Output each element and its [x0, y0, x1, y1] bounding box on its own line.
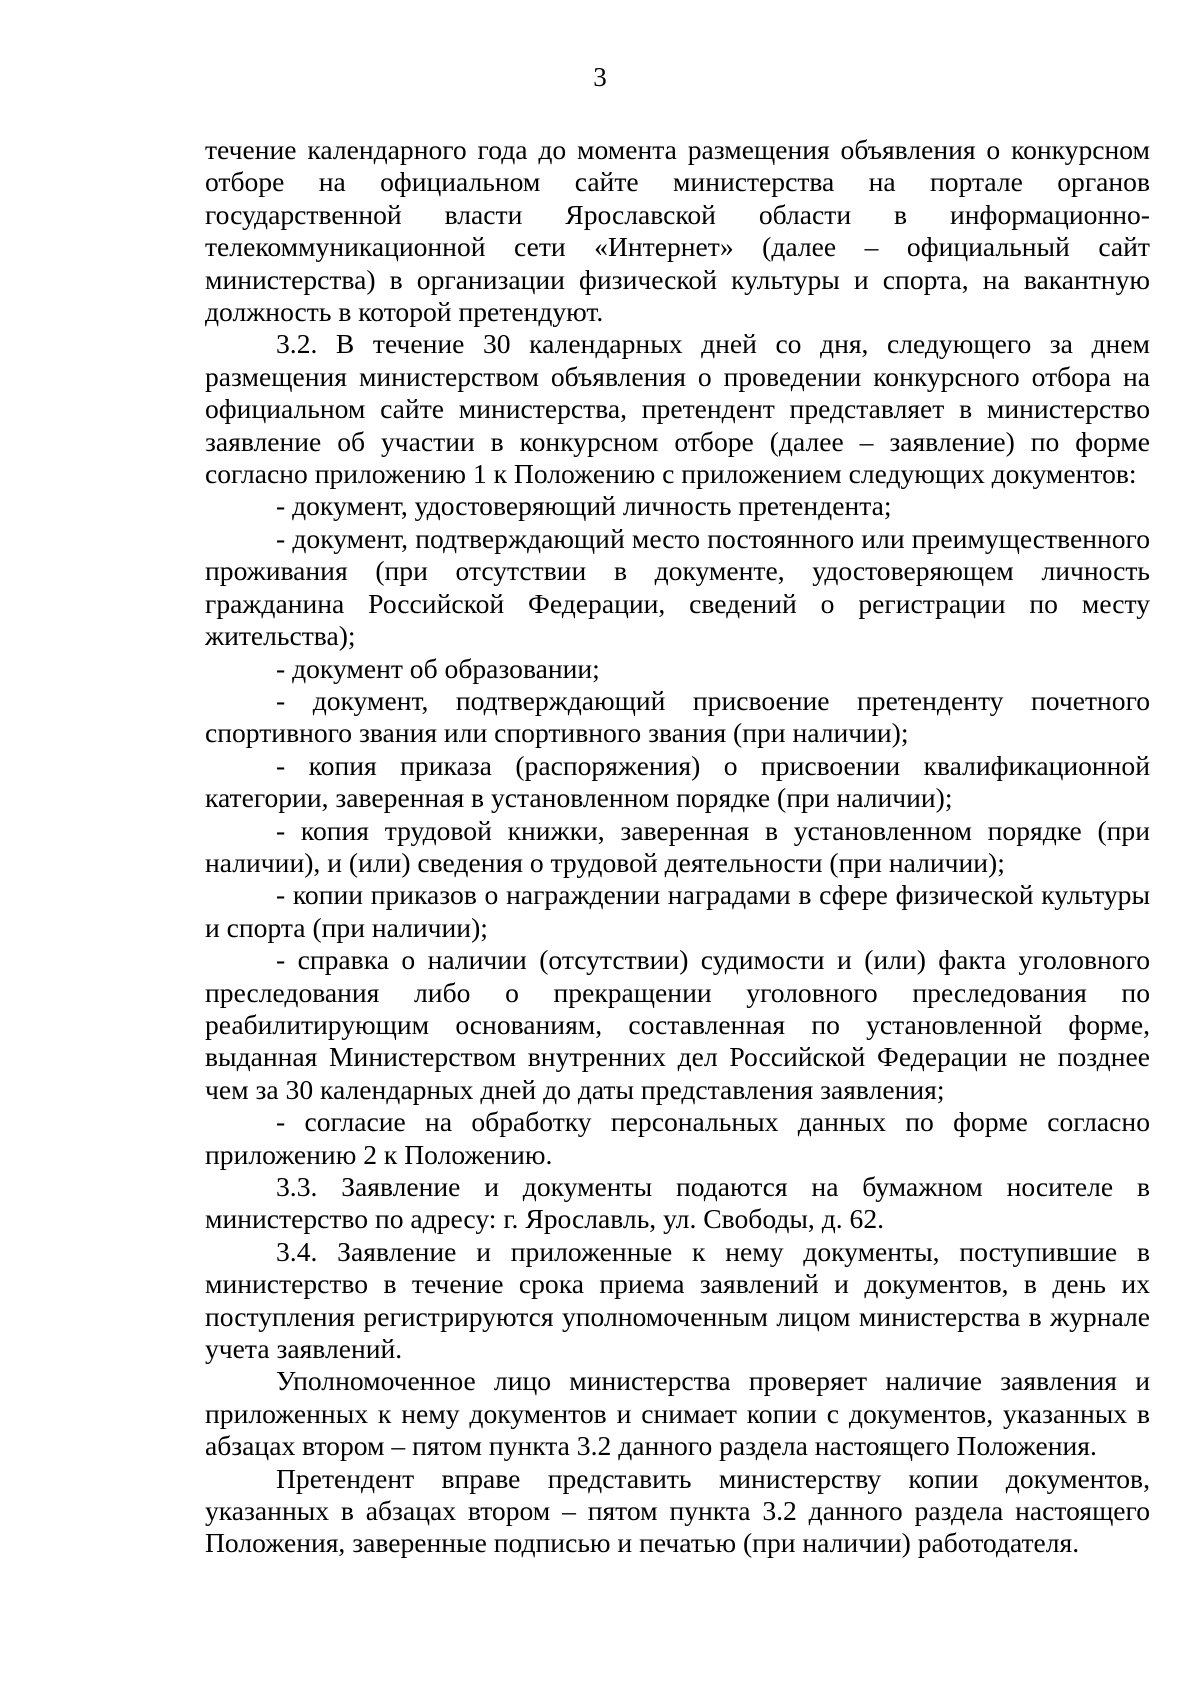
- paragraph: - документ об образовании;: [276, 652, 600, 684]
- paragraph: - документ, удостоверяющий личность претендента;: [276, 490, 892, 522]
- page-number: 3: [593, 62, 607, 92]
- paragraph: - документ, подтверждающий присвоение претенденту почетного спортивного звания или спортивного звания (при наличии);: [205, 684, 1150, 749]
- paragraph: Претендент вправе представить министерству копии документов, указанных в абзацах втором – пятом пункта 3.2 данного раздела настоящего Положения, заверенные подписью и печатью (при наличии) работодателя.: [205, 1462, 1150, 1559]
- document-body: [205, 134, 1150, 1560]
- paragraph: 3.4. Заявление и приложенные к нему документы, поступившие в министерство в течение срока приема заявлений и документов, в день их поступления регистрируются уполномоченным лицом министерства в журнале учета заявлений.: [205, 1235, 1150, 1365]
- paragraph: 3.2. В течение 30 календарных дней со дня, следующего за днем размещения министерством объявления о проведении конкурсного отбора на официальном сайте министерства, претендент представляет в министерство заявление об участии в конкурсном отборе (далее – заявление) по форме согласно приложению 1 к Положению с приложением следующих документов:: [205, 328, 1150, 490]
- paragraph: - документ, подтверждающий место постоянного или преимущественного проживания (при отсутствии в документе, удостоверяющем личность гражданина Российской Федерации, сведений о регистрации по месту жительства);: [205, 522, 1150, 652]
- paragraph: Уполномоченное лицо министерства проверяет наличие заявления и приложенных к нему документов и снимает копии с документов, указанных в абзацах втором – пятом пункта 3.2 данного раздела настоящего Положения.: [205, 1365, 1150, 1462]
- paragraph: 3.3. Заявление и документы подаются на бумажном носителе в министерство по адресу: г. Ярославль, ул. Свободы, д. 62.: [205, 1171, 1150, 1235]
- paragraph: течение календарного года до момента размещения объявления о конкурсном отборе на официальном сайте министерства на портале органов государственной власти Ярославской области в информационно-телекоммуникационной сети «Интернет» (далее – официальный сайт министерства) в организации физической культуры и спорта, на вакантную должность в которой претендуют.: [205, 134, 1150, 328]
- paragraph: - согласие на обработку персональных данных по форме согласно приложению 2 к Положению.: [205, 1106, 1150, 1170]
- paragraph: - копия приказа (распоряжения) о присвоении квалификационной категории, заверенная в установленном порядке (при наличии);: [205, 749, 1150, 814]
- paragraph: - копии приказов о награждении наградами в сфере физической культуры и спорта (при наличии);: [205, 879, 1150, 943]
- paragraph: - копия трудовой книжки, заверенная в установленном порядке (при наличии), и (или) сведения о трудовой деятельности (при наличии);: [205, 814, 1150, 878]
- paragraph: - справка о наличии (отсутствии) судимости и (или) факта уголовного преследования либо о прекращении уголовного преследования по реабилитирующим основаниям, составленная по установленной форме, выданная Министерством внутренних дел Российской Федерации не позднее чем за 30 календарных дней до даты представления заявления;: [205, 944, 1150, 1105]
